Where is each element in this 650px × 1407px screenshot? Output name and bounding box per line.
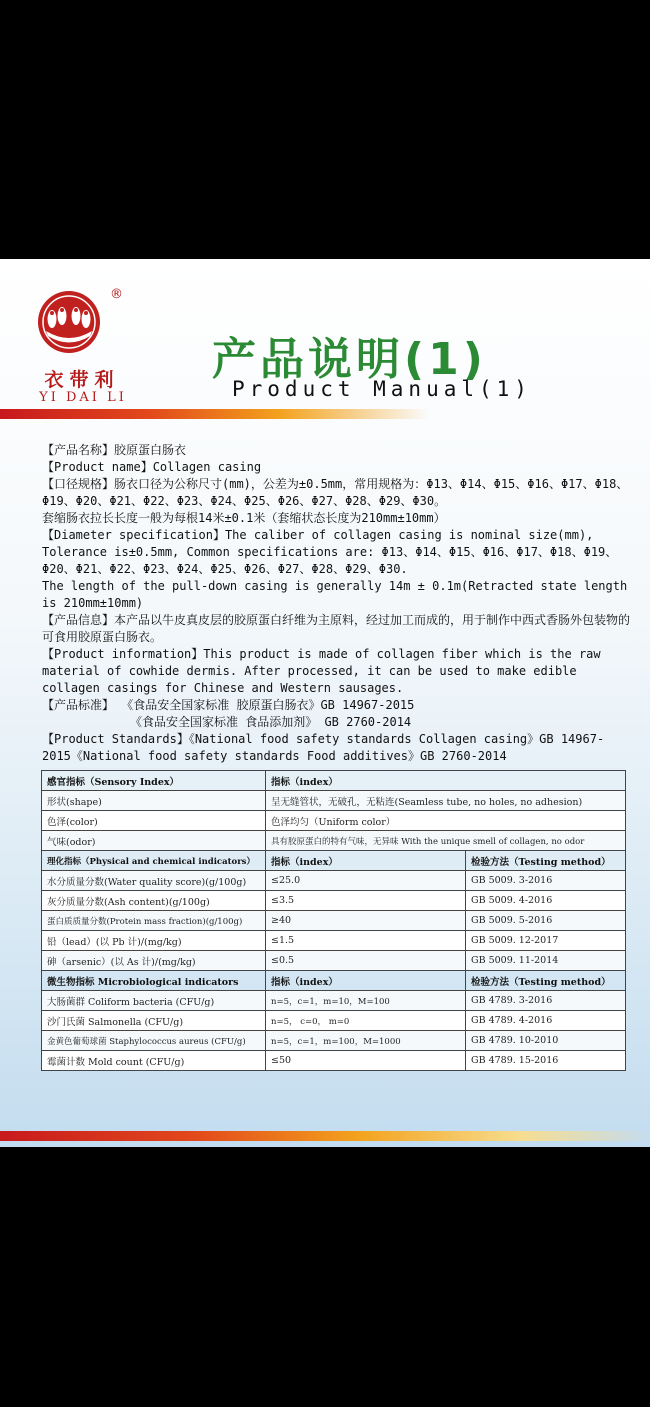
table-cell: GB 4789. 3-2016 xyxy=(466,991,626,1011)
table-row xyxy=(42,871,626,891)
table-cell: 色泽(color) xyxy=(42,811,266,831)
table-cell: 呈无缝管状，无破孔，无粘连(Seamless tube, no holes, no adhesion) xyxy=(266,791,626,811)
table-cell: n=5， c=0， m=0 xyxy=(266,1011,466,1031)
product-standards-cn: 【产品标准】 《食品安全国家标准 胶原蛋白肠衣》GB 14967-2015 xyxy=(42,698,415,712)
bottom-divider-stripe xyxy=(0,1131,650,1141)
table-cell: ≥40 xyxy=(266,911,466,931)
table-cell: GB 5009. 4-2016 xyxy=(466,891,626,911)
table-row xyxy=(42,911,626,931)
table-cell: 色泽均匀（Uniform color） xyxy=(266,811,626,831)
table-cell: GB 4789. 15-2016 xyxy=(466,1051,626,1071)
casing-length-en: The length of the pull-down casing is generally 14m ± 0.1m(Retracted state length is 210mm±10mm) xyxy=(42,579,628,610)
table-section-header xyxy=(42,971,626,991)
micro-index-header: 指标（index） xyxy=(266,971,466,991)
product-name-cn: 【产品名称】胶原蛋白肠衣 xyxy=(42,443,187,457)
registered-mark: ® xyxy=(110,287,123,302)
table-cell: 大肠菌群 Coliform bacteria (CFU/g) xyxy=(42,991,266,1011)
product-info-cn: 【产品信息】本产品以牛皮真皮层的胶原蛋白纤维为主原料，经过加工而成的，用于制作中西式香肠外包装物的可食用胶原蛋白肠衣。 xyxy=(42,613,631,644)
diameter-spec-cn: 【口径规格】肠衣口径为公称尺寸(mm)，公差为±0.5mm，常用规格为：Φ13、Φ14、Φ15、Φ16、Φ17、Φ18、Φ19、Φ20、Φ21、Φ22、Φ23、Φ24、Φ25、Φ26、Φ27、Φ28、Φ29、Φ30。 xyxy=(42,477,629,508)
micro-header: 微生物指标 Microbiological indicators xyxy=(42,971,266,991)
description-text xyxy=(42,442,632,765)
table-row xyxy=(42,1031,626,1051)
product-standards-en: 【Product Standards】《National food safety standards Collagen casing》GB 14967-2015《National food safety standards Food additives》GB 2760-2014 xyxy=(42,732,605,763)
table-cell: 灰分质量分数(Ash content)(g/100g) xyxy=(42,891,266,911)
table-cell: ≤1.5 xyxy=(266,931,466,951)
table-cell: n=5，c=1，m=10，M=100 xyxy=(266,991,466,1011)
product-manual-card xyxy=(0,259,650,1147)
table-cell: GB 5009. 11-2014 xyxy=(466,951,626,971)
phys-index-header: 指标（index） xyxy=(266,851,466,871)
table-cell: ≤0.5 xyxy=(266,951,466,971)
table-cell: GB 5009. 12-2017 xyxy=(466,931,626,951)
table-cell: 蛋白质质量分数(Protein mass fraction)(g/100g) xyxy=(42,911,266,931)
table-cell: GB 4789. 10-2010 xyxy=(466,1031,626,1051)
table-row xyxy=(42,991,626,1011)
specification-table xyxy=(41,770,626,1071)
brand-name-cn: 衣带利 xyxy=(44,369,120,391)
brand-logo-icon xyxy=(36,289,102,355)
table-cell: 气味(odor) xyxy=(42,831,266,851)
table-cell: 具有胶原蛋白的特有气味，无异味 With the unique smell of collagen, no odor xyxy=(266,831,626,851)
brand-logo xyxy=(32,287,132,403)
table-cell: 铅（lead）(以 Pb 计)/(mg/kg) xyxy=(42,931,266,951)
table-row xyxy=(42,951,626,971)
table-row xyxy=(42,931,626,951)
table-cell: ≤3.5 xyxy=(266,891,466,911)
table-cell: GB 5009. 3-2016 xyxy=(466,871,626,891)
product-standards-cn-2: 《食品安全国家标准 食品添加剂》 GB 2760-2014 xyxy=(130,715,412,729)
table-cell: ≤25.0 xyxy=(266,871,466,891)
sensory-index-header: 指标（index） xyxy=(266,771,626,791)
table-row xyxy=(42,831,626,851)
phys-method-header: 检验方法（Testing method） xyxy=(466,851,626,871)
product-info-en: 【Product information】This product is made of collagen fiber which is the raw material of cowhide dermis. After processed, it can be used to make edible collagen casings for Chinese and Western sausages. xyxy=(42,647,601,695)
table-row xyxy=(42,1011,626,1031)
page-title-cn: 产品说明(1) xyxy=(212,334,487,385)
top-divider-stripe xyxy=(0,409,430,419)
table-row xyxy=(42,791,626,811)
table-section-header xyxy=(42,771,626,791)
product-name-en: 【Product name】Collagen casing xyxy=(42,460,262,474)
table-cell: 霉菌计数 Mold count (CFU/g) xyxy=(42,1051,266,1071)
table-cell: 水分质量分数(Water quality score)(g/100g) xyxy=(42,871,266,891)
table-cell: 砷（arsenic）(以 As 计)/(mg/kg) xyxy=(42,951,266,971)
table-cell: n=5，c=1，m=100，M=1000 xyxy=(266,1031,466,1051)
table-row xyxy=(42,1051,626,1071)
phys-header: 理化指标（Physical and chemical indicators） xyxy=(42,851,266,871)
table-cell: GB 5009. 5-2016 xyxy=(466,911,626,931)
table-cell: GB 4789. 4-2016 xyxy=(466,1011,626,1031)
table-cell: 形状(shape) xyxy=(42,791,266,811)
table-cell: 沙门氏菌 Salmonella (CFU/g) xyxy=(42,1011,266,1031)
table-cell: ≤50 xyxy=(266,1051,466,1071)
table-section-header xyxy=(42,851,626,871)
page-title-en: Product Manual(1) xyxy=(232,377,532,401)
casing-length-cn: 套缩肠衣拉长长度一般为每根14米±0.1米（套缩状态长度为210mm±10mm） xyxy=(42,511,446,525)
sensory-header: 感官指标（Sensory Index） xyxy=(42,771,266,791)
table-row xyxy=(42,811,626,831)
table-row xyxy=(42,891,626,911)
brand-name-en: YI DAI LI xyxy=(39,390,127,405)
diameter-spec-en: 【Diameter specification】The caliber of collagen casing is nominal size(mm), Tolerance is±0.5mm, Common specifications are: Φ13、Φ14、Φ15、Φ16、Φ17、Φ18、Φ19、Φ20、Φ21、Φ22、Φ23、Φ24、Φ25、Φ26、Φ27、Φ28、Φ29、Φ30. xyxy=(42,528,618,576)
table-cell: 金黄色葡萄球菌 Staphylococcus aureus (CFU/g) xyxy=(42,1031,266,1051)
micro-method-header: 检验方法（Testing method） xyxy=(466,971,626,991)
